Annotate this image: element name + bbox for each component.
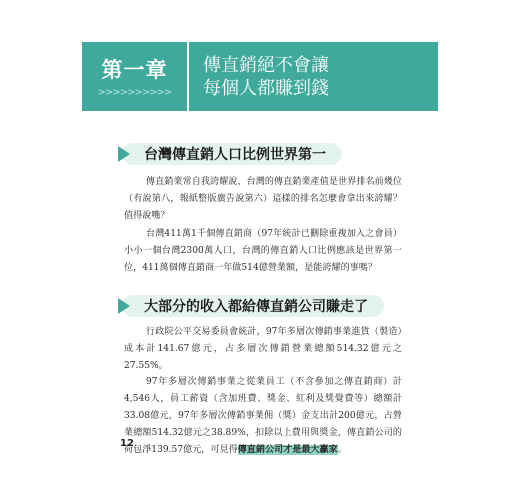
section2-paragraph2-end: 。 xyxy=(337,445,347,455)
chevron-decoration-icon: >>>>>>>>>> xyxy=(97,87,172,98)
chapter-title-line2: 每個人都賺到錢 xyxy=(203,77,329,99)
section2-title: 大部分的收入都給傳直銷公司賺走了 xyxy=(144,299,368,315)
chapter-label-box xyxy=(82,42,189,111)
highlight-text: 傳直銷公司才是最大贏家 xyxy=(237,445,338,455)
section1-paragraph2: 台灣411萬1千個傳直銷商（97年統計已刪除重複加入之會員） 小小一個台灣2300萬人口，台灣的傳直銷人口比例應該是世界第一位，411萬個傳直銷商一年做514億營業額，是能誇耀的事嗎？ xyxy=(124,229,402,273)
chapter-title xyxy=(189,42,329,111)
section2-heading xyxy=(122,294,384,318)
chapter-title-line1: 傳直銷絕不會讓 xyxy=(203,54,329,76)
section1-title: 台灣傳直銷人口比例世界第一 xyxy=(144,147,326,163)
section1-pill xyxy=(122,143,342,165)
chapter-label: 第一章 xyxy=(101,58,168,82)
triangle-marker-icon xyxy=(118,298,132,314)
page-number: 12 xyxy=(120,438,134,449)
section2-paragraph1: 行政院公平交易委員會統計，97年多層次傳銷事業進貨（製造）成本計141.67億元，占多層次傳銷營業總額514.32億元之27.55%。 xyxy=(124,327,402,371)
section1-heading xyxy=(122,142,342,166)
section1-paragraph1: 傳直銷業常自我誇耀說，台灣的傳直銷業產值是世界排名前幾位（有說第八，報紙整版廣告說第六）這樣的排名怎麼會拿出來誇耀？值得說嘴？ xyxy=(124,177,402,221)
section2-pill xyxy=(122,295,384,317)
section2-paragraph2-text: 97年多層次傳銷事業之從業員工（不含參加之傳直銷商）計4,546人，員工薪資（含加班費、獎金、紅利及獎覺費等）總額計33.08億元，97年多層次傳銷事業佣（獎）金支出計200億元，占營業總額514.32億元之38.89%，扣除以上費用與獎金，傳直銷公司的荷包淨139.57億元，可見得 xyxy=(124,377,402,455)
chapter-banner xyxy=(82,42,438,111)
triangle-marker-icon xyxy=(118,146,132,162)
section2-paragraph2 xyxy=(124,374,402,459)
